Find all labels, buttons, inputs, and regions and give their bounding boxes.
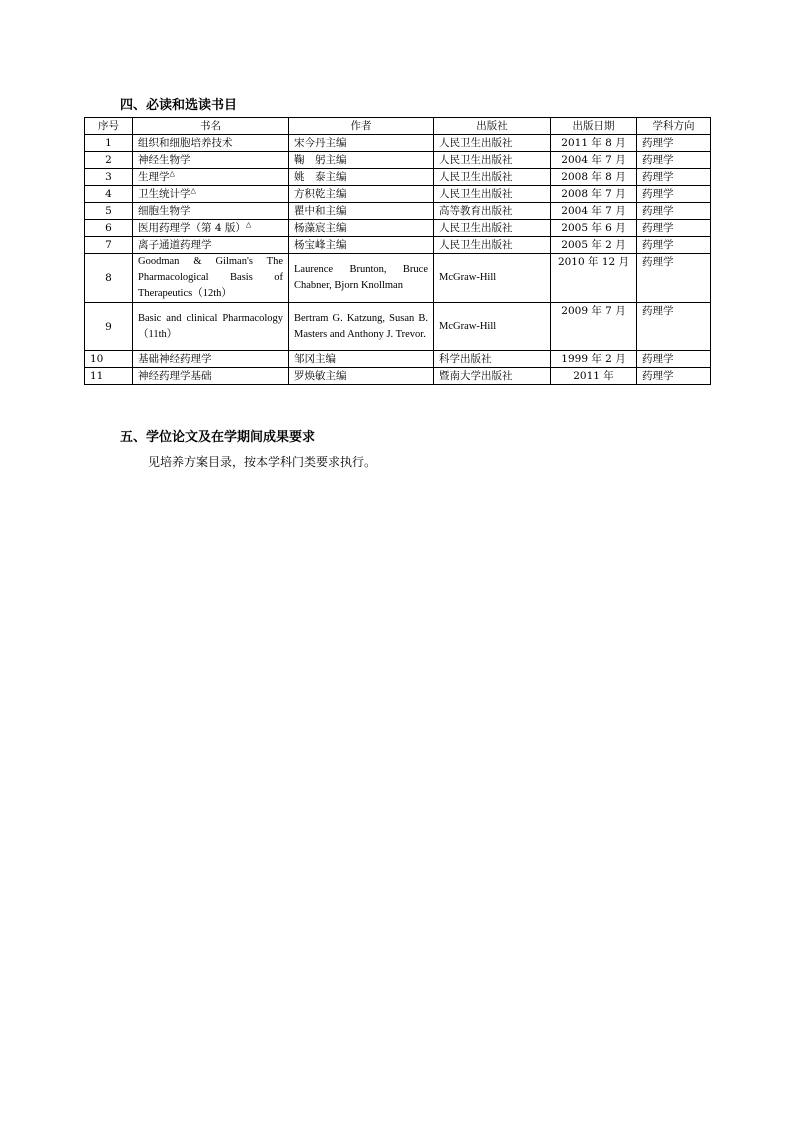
table-row	[85, 203, 711, 220]
cell-field: 药理学	[637, 152, 711, 169]
cell-publisher: 人民卫生出版社	[434, 152, 551, 169]
reading-list-table	[84, 117, 711, 385]
cell-no: 6	[85, 220, 133, 237]
triangle-mark-icon: △	[245, 220, 252, 229]
book-title: 卫生统计学	[138, 188, 191, 200]
cell-no: 5	[85, 203, 133, 220]
column-header-author: 作者	[289, 118, 434, 135]
cell-title	[133, 368, 289, 385]
cell-title	[133, 169, 289, 186]
column-header-date: 出版日期	[551, 118, 637, 135]
table-row	[85, 186, 711, 203]
book-title: 离子通道药理学	[138, 239, 212, 251]
cell-field: 药理学	[637, 203, 711, 220]
cell-field: 药理学	[637, 135, 711, 152]
cell-publisher: 人民卫生出版社	[434, 135, 551, 152]
cell-title	[133, 220, 289, 237]
cell-date: 2005 年 6 月	[551, 220, 637, 237]
cell-no: 9	[85, 303, 133, 351]
column-header-publisher: 出版社	[434, 118, 551, 135]
column-header-field: 学科方向	[637, 118, 711, 135]
table-row	[85, 169, 711, 186]
cell-field: 药理学	[637, 303, 711, 351]
book-title: 基础神经药理学	[138, 353, 212, 365]
cell-publisher: 科学出版社	[434, 351, 551, 368]
section-heading-reading-list: 四、必读和选读书目	[120, 98, 238, 113]
cell-no: 2	[85, 152, 133, 169]
book-title: 医用药理学（第 4 版）	[138, 222, 246, 234]
book-title: Goodman & Gilman's The Pharmacological Basis of Therapeutics（12th）	[138, 256, 283, 299]
cell-field: 药理学	[637, 254, 711, 303]
table-row	[85, 237, 711, 254]
cell-date: 2008 年 7 月	[551, 186, 637, 203]
cell-publisher: 人民卫生出版社	[434, 220, 551, 237]
section-heading-thesis-requirements: 五、学位论文及在学期间成果要求	[120, 430, 316, 445]
column-header-title: 书名	[133, 118, 289, 135]
cell-author: Bertram G. Katzung, Susan B. Masters and Anthony J. Trevor.	[289, 303, 434, 351]
column-header-no: 序号	[85, 118, 133, 135]
cell-author: 鞠 躬主编	[289, 152, 434, 169]
cell-author: 瞿中和主编	[289, 203, 434, 220]
cell-publisher: 高等教育出版社	[434, 203, 551, 220]
cell-author: 杨藻宸主编	[289, 220, 434, 237]
cell-field: 药理学	[637, 237, 711, 254]
cell-no: 11	[85, 368, 133, 385]
cell-date: 2011 年	[551, 368, 637, 385]
cell-author: 姚 泰主编	[289, 169, 434, 186]
cell-publisher: 暨南大学出版社	[434, 368, 551, 385]
cell-publisher: McGraw-Hill	[434, 254, 551, 303]
cell-no: 8	[85, 254, 133, 303]
cell-author: 方积乾主编	[289, 186, 434, 203]
cell-field: 药理学	[637, 351, 711, 368]
table-row	[85, 351, 711, 368]
cell-date: 2009 年 7 月	[551, 303, 637, 351]
cell-title	[133, 237, 289, 254]
cell-no: 1	[85, 135, 133, 152]
thesis-requirements-text: 见培养方案目录，按本学科门类要求执行。	[148, 455, 377, 469]
table-row	[85, 220, 711, 237]
cell-publisher: 人民卫生出版社	[434, 169, 551, 186]
triangle-mark-icon: △	[190, 186, 196, 195]
cell-date: 2010 年 12 月	[551, 254, 637, 303]
cell-publisher: McGraw-Hill	[434, 303, 551, 351]
cell-field: 药理学	[637, 220, 711, 237]
cell-publisher: 人民卫生出版社	[434, 237, 551, 254]
cell-title	[133, 186, 289, 203]
book-title: 神经药理学基础	[138, 370, 212, 382]
book-title: 神经生物学	[138, 154, 191, 166]
cell-title	[133, 351, 289, 368]
cell-author: 宋今丹主编	[289, 135, 434, 152]
cell-author: 邹冈主编	[289, 351, 434, 368]
cell-date: 2004 年 7 月	[551, 152, 637, 169]
triangle-mark-icon: △	[169, 169, 175, 178]
cell-author: 杨宝峰主编	[289, 237, 434, 254]
cell-date: 2011 年 8 月	[551, 135, 637, 152]
cell-title	[133, 203, 289, 220]
cell-no: 10	[85, 351, 133, 368]
table-header-row	[85, 118, 711, 135]
cell-title	[133, 303, 289, 351]
cell-field: 药理学	[637, 368, 711, 385]
cell-author: Laurence Brunton, Bruce Chabner, Bjorn Knollman	[289, 254, 434, 303]
cell-date: 2008 年 8 月	[551, 169, 637, 186]
table-row	[85, 254, 711, 303]
table-row	[85, 152, 711, 169]
book-title: 组织和细胞培养技术	[138, 137, 233, 149]
cell-no: 3	[85, 169, 133, 186]
cell-title	[133, 254, 289, 303]
book-title: Basic and clinical Pharmacology（11th）	[138, 312, 283, 340]
table-row	[85, 303, 711, 351]
table-row	[85, 368, 711, 385]
cell-field: 药理学	[637, 186, 711, 203]
cell-field: 药理学	[637, 169, 711, 186]
cell-date: 2005 年 2 月	[551, 237, 637, 254]
cell-title	[133, 135, 289, 152]
book-title: 生理学	[138, 171, 170, 183]
cell-no: 4	[85, 186, 133, 203]
cell-date: 1999 年 2 月	[551, 351, 637, 368]
cell-author: 罗焕敏主编	[289, 368, 434, 385]
book-title: 细胞生物学	[138, 205, 191, 217]
cell-no: 7	[85, 237, 133, 254]
cell-date: 2004 年 7 月	[551, 203, 637, 220]
cell-publisher: 人民卫生出版社	[434, 186, 551, 203]
cell-title	[133, 152, 289, 169]
table-row	[85, 135, 711, 152]
